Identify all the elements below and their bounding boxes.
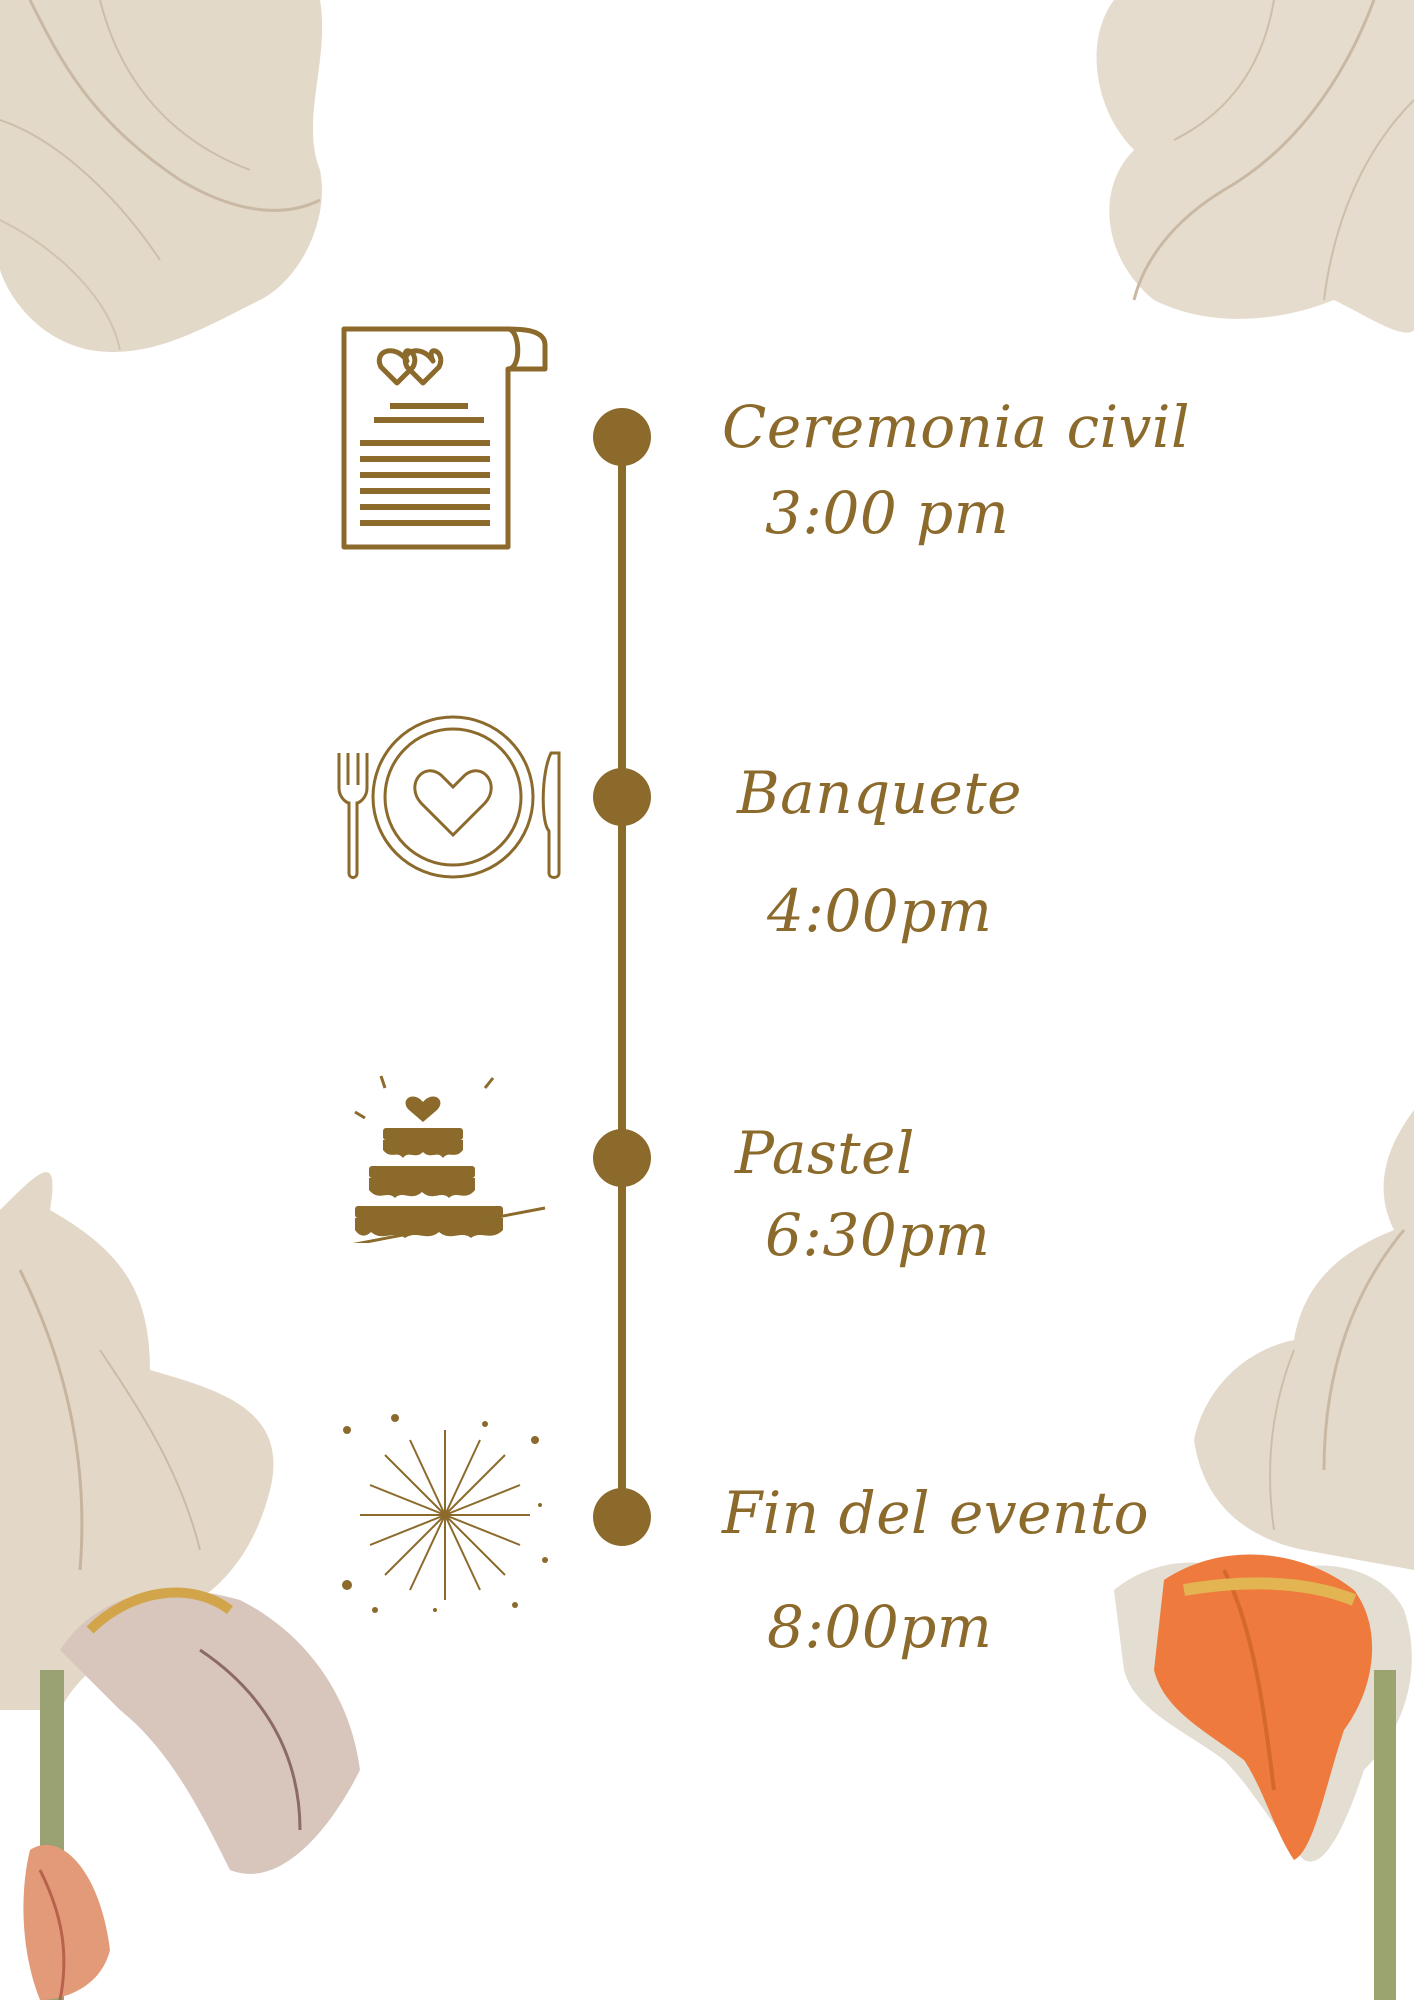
timeline-dot [593,1488,651,1546]
timeline-line [618,432,626,1522]
plate-cutlery-icon [335,713,565,883]
event-title: Fin del evento [722,1479,1150,1547]
event-time: 8:00pm [767,1593,993,1661]
flower-top-left [0,0,340,360]
timeline-dot [593,408,651,466]
wedding-cake-icon [345,1068,550,1243]
event-title: Ceremonia civil [722,393,1190,461]
marriage-certificate-icon [340,325,550,550]
flower-bottom-left [0,1150,380,2000]
event-title: Pastel [735,1119,915,1187]
event-time: 3:00 pm [765,479,1010,547]
fireworks-icon [335,1410,555,1620]
timeline-dot [593,768,651,826]
event-time: 4:00pm [767,877,993,945]
flower-bottom-right [1104,1110,1414,2000]
event-title: Banquete [737,759,1022,827]
event-time: 6:30pm [765,1201,991,1269]
timeline-dot [593,1129,651,1187]
flower-top-right [1074,0,1414,340]
